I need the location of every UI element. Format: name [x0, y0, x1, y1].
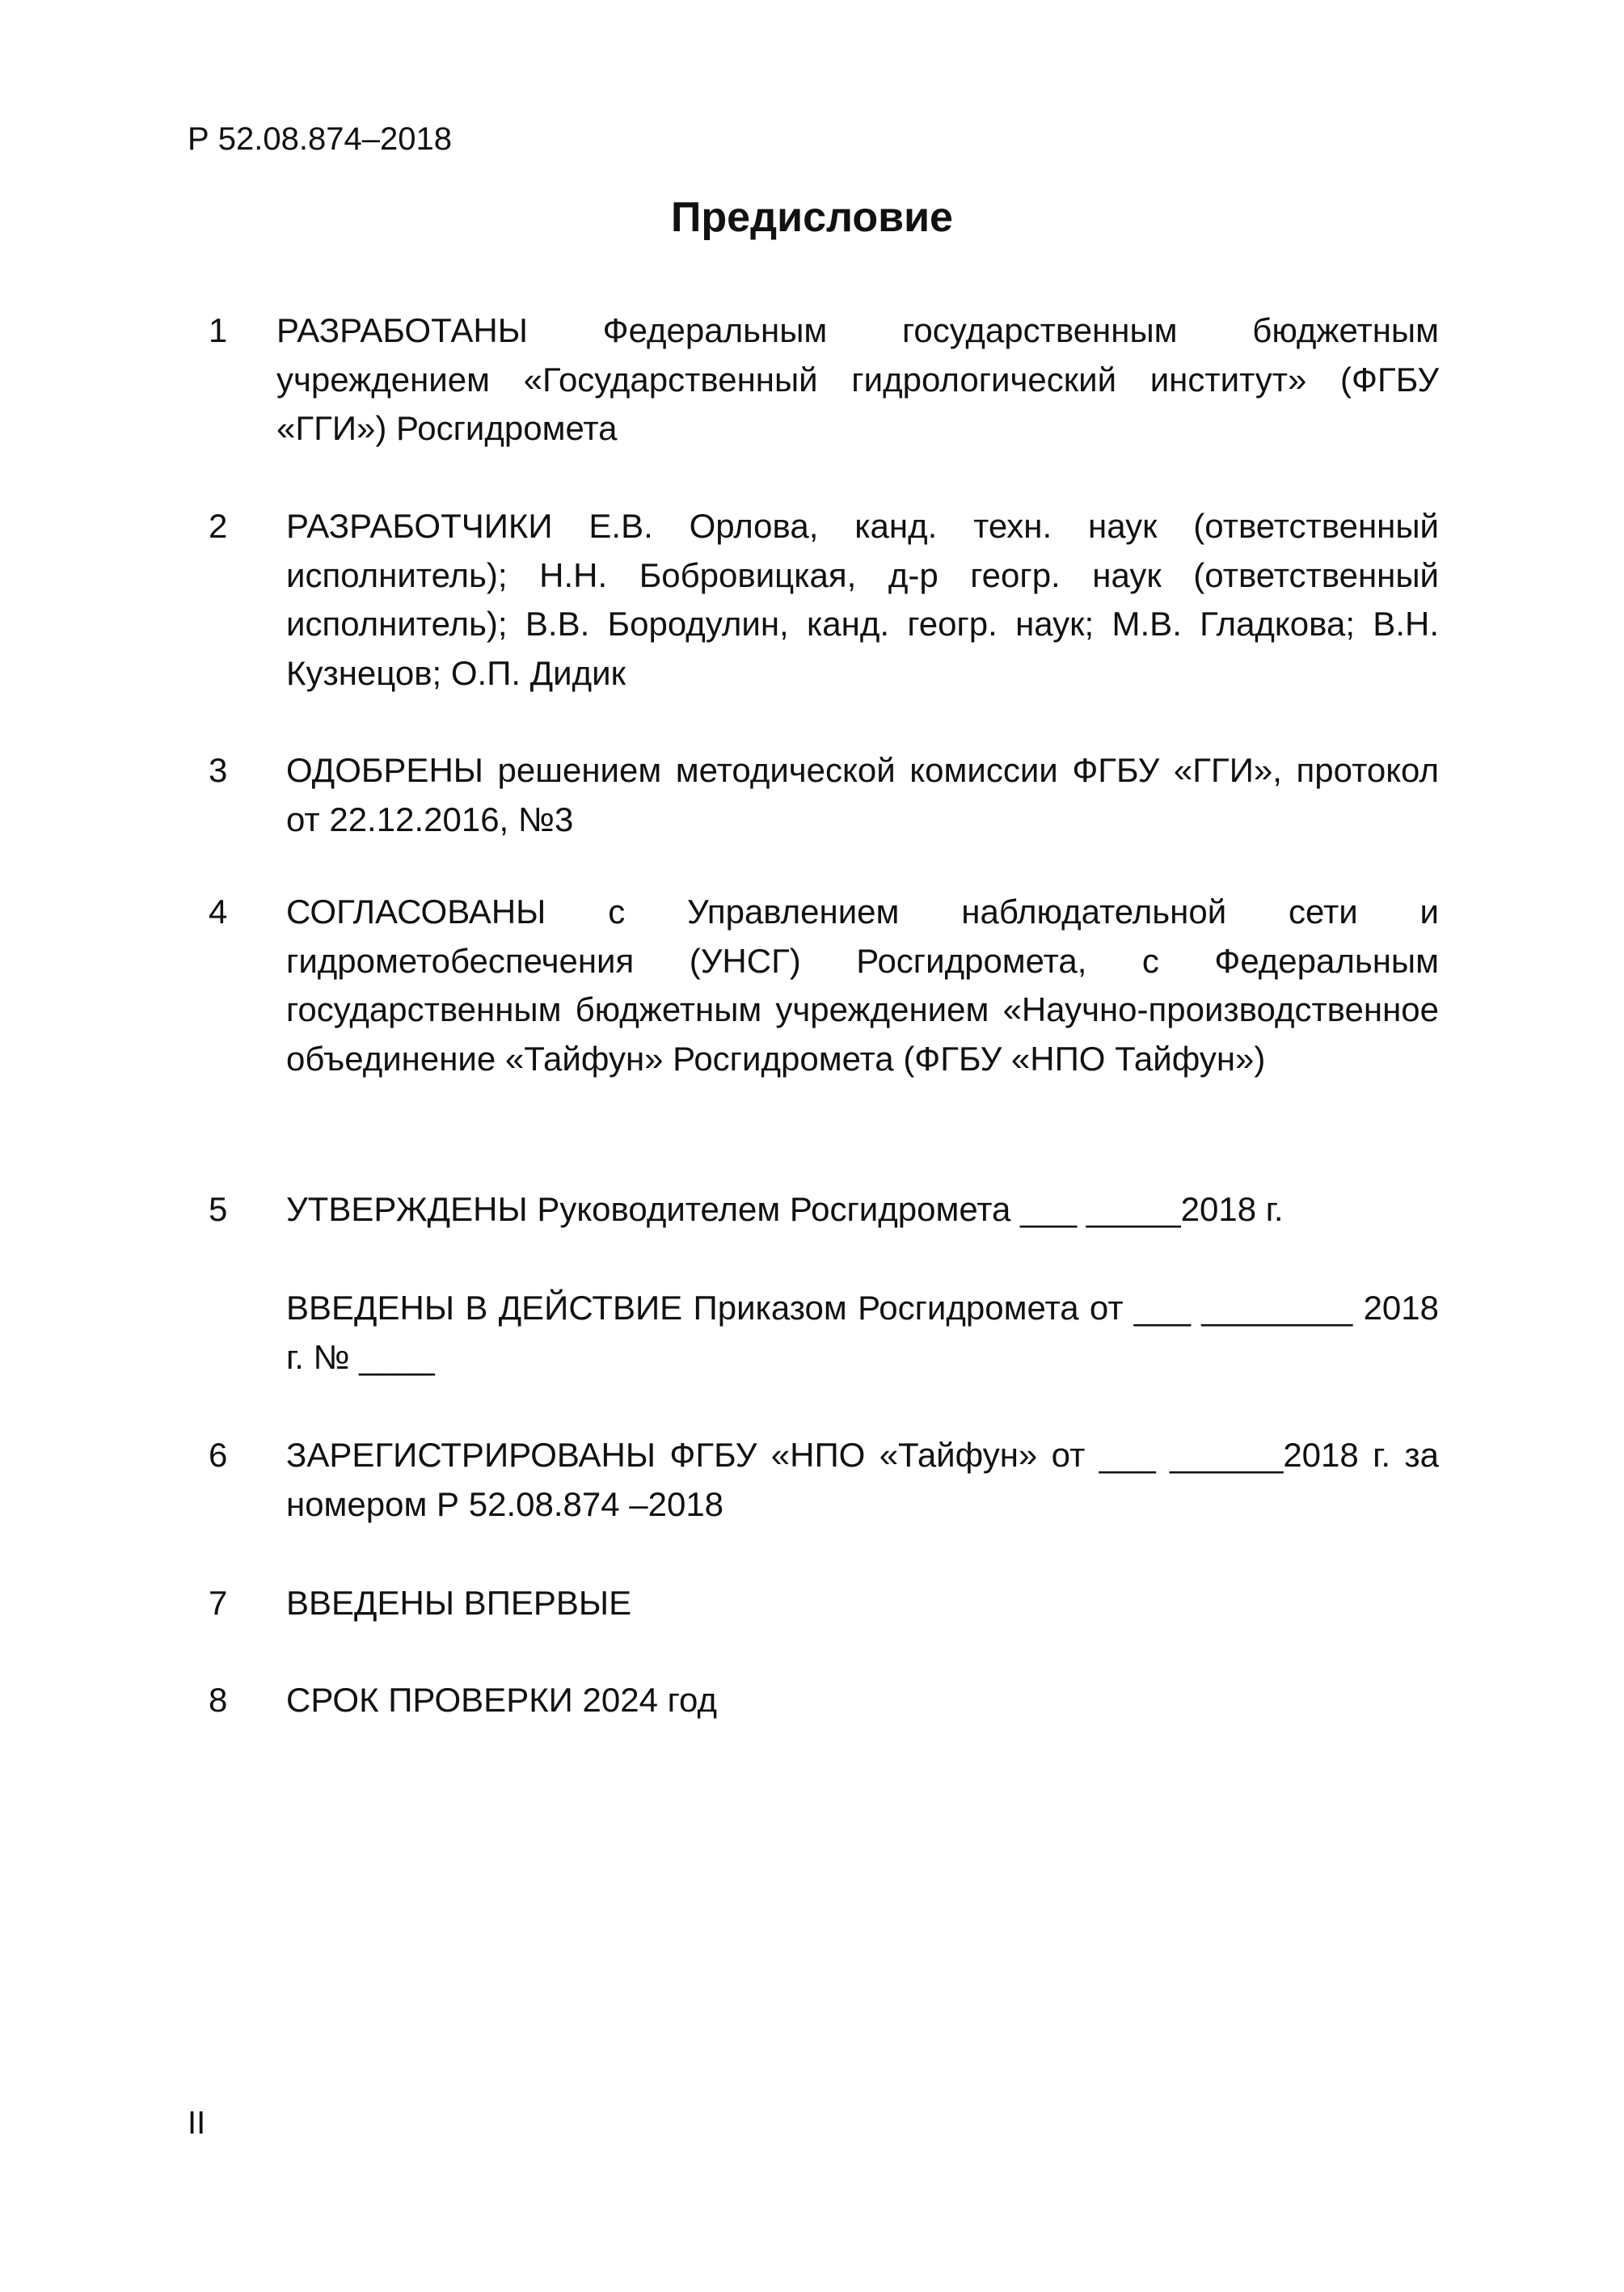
item-subtext: ВВЕДЕНЫ В ДЕЙСТВИЕ Приказом Росгидромета от ___ ________ 2018 г. № ____ [286, 1289, 1439, 1376]
item-text: ОДОБРЕНЫ решением методической комиссии ФГБУ «ГГИ», протокол от 22.12.2016, №3 [286, 751, 1439, 838]
item-number: 4 [209, 893, 228, 931]
item-number: 6 [209, 1436, 228, 1474]
document-code: Р 52.08.874–2018 [188, 121, 452, 157]
item-number: 7 [209, 1584, 228, 1622]
item-text: РАЗРАБОТАНЫ Федеральным государственным бюджетным учреждением «Государственный гидрологический институт» (ФГБУ «ГГИ») Росгидромета [276, 311, 1439, 447]
page-title: Предисловие [671, 194, 953, 241]
item-number: 5 [209, 1190, 228, 1228]
item-text: УТВЕРЖДЕНЫ Руководителем Росгидромета ___ _____2018 г. [286, 1190, 1284, 1228]
item-text: СРОК ПРОВЕРКИ 2024 год [286, 1681, 717, 1719]
item-number: 3 [209, 751, 228, 789]
item-text: РАЗРАБОТЧИКИ Е.В. Орлова, канд. техн. наук (ответственный исполнитель); Н.Н. Бобровицкая, д-р геогр. наук (ответственный исполнитель); В.В. Бородулин, канд. геогр. наук; М.В. Гладкова; В.Н. Кузнецов; О.П. Дидик [286, 507, 1439, 692]
item-number: 2 [209, 507, 228, 545]
item-text: ВВЕДЕНЫ ВПЕРВЫЕ [286, 1584, 632, 1622]
page-number: II [188, 2105, 206, 2141]
item-number: 1 [209, 311, 228, 349]
item-text: СОГЛАСОВАНЫ с Управлением наблюдательной сети и гидрометобеспечения (УНСГ) Росгидромета, с Федеральным государственным бюджетным учреждением «Научно-производственное объединение «Тайфун» Росгидромета (ФГБУ «НПО Тайфун») [286, 893, 1439, 1078]
item-text: ЗАРЕГИСТРИРОВАНЫ ФГБУ «НПО «Тайфун» от ___ ______2018 г. за номером Р 52.08.874 –2018 [286, 1436, 1439, 1523]
item-number: 8 [209, 1681, 228, 1719]
